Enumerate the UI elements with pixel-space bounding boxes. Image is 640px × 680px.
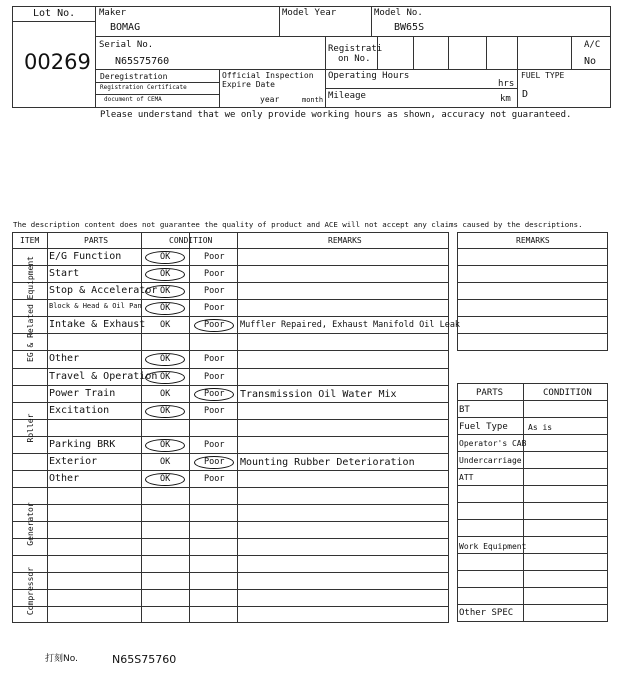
grid-line xyxy=(607,232,608,351)
row-ok-option: OK xyxy=(160,252,171,262)
maker-value: BOMAG xyxy=(110,22,141,33)
fuel-type-value: D xyxy=(522,89,529,100)
hrs-label: hrs xyxy=(498,79,515,89)
selected-condition-circle xyxy=(145,371,185,384)
grid-line xyxy=(457,232,608,233)
grid-line xyxy=(12,572,448,573)
serial-value: N65S75760 xyxy=(115,56,170,67)
grid-line xyxy=(457,451,608,452)
row-ok-option: OK xyxy=(160,457,171,467)
grid-line xyxy=(457,383,608,384)
registration-label: Registrati xyxy=(328,44,383,54)
grid-line xyxy=(47,232,48,623)
grid-line xyxy=(457,248,608,249)
right-parts-header: PARTS xyxy=(476,388,504,398)
ac-label: A/C xyxy=(584,40,601,50)
grid-line xyxy=(12,385,448,386)
row-part-label: Other xyxy=(49,473,80,484)
row-remark: Muffler Repaired, Exhaust Manifold Oil Leak xyxy=(240,320,461,330)
row-part-label: E/G Function xyxy=(49,251,122,262)
row-ok-option: OK xyxy=(160,269,171,279)
model-no-label: Model No. xyxy=(374,8,423,18)
grid-line xyxy=(12,606,448,607)
remarks-right-header: REMARKS xyxy=(516,236,550,245)
row-ok-option: OK xyxy=(160,303,171,313)
grid-line xyxy=(457,604,608,605)
row-poor-option: Poor xyxy=(204,440,225,450)
row-poor-option: Poor xyxy=(204,389,225,399)
disclaimer: The description content does not guarantee the quality of product and ACE will not accept any claims caused by the descriptions. xyxy=(13,220,583,229)
inspection-label-2: Expire Date xyxy=(222,80,275,89)
grid-line xyxy=(12,538,448,539)
grid-line xyxy=(12,316,448,317)
grid-line xyxy=(12,333,448,334)
selected-condition-circle xyxy=(145,353,185,366)
grid-line xyxy=(457,570,608,571)
serial-label: Serial No. xyxy=(99,40,154,50)
section-eg: EG & Related Equipment xyxy=(26,256,35,362)
remarks-header: REMARKS xyxy=(328,236,362,245)
fuel-type-label: FUEL TYPE xyxy=(521,71,565,80)
row-poor-option: Poor xyxy=(204,354,225,364)
row-poor-option: Poor xyxy=(204,303,225,313)
grid-line xyxy=(12,299,448,300)
selected-condition-circle xyxy=(145,268,185,281)
row-part-label: Exterior xyxy=(49,456,98,467)
registration-label-2: on No. xyxy=(338,54,371,64)
maker-label: Maker xyxy=(99,8,127,18)
row-poor-option: Poor xyxy=(204,457,225,467)
selected-condition-circle xyxy=(145,473,185,486)
grid-line xyxy=(457,468,608,469)
row-part-label: Travel & Operation xyxy=(49,371,158,382)
right-condition-header: CONDITION xyxy=(543,388,592,398)
section-compressor: Compressor xyxy=(26,566,35,616)
selected-condition-circle xyxy=(145,405,185,418)
selected-condition-circle xyxy=(194,456,234,469)
mileage-label: Mileage xyxy=(328,91,366,101)
right-work-equipment: Work Equipment xyxy=(459,542,527,551)
section-roller: Roller xyxy=(26,413,35,443)
row-ok-option: OK xyxy=(160,440,171,450)
grid-line xyxy=(12,232,448,233)
grid-line xyxy=(12,470,448,471)
grid-line xyxy=(237,232,238,623)
grid-line xyxy=(189,232,190,623)
grid-line xyxy=(457,502,608,503)
grid-line xyxy=(457,485,608,486)
row-poor-option: Poor xyxy=(204,269,225,279)
grid-line xyxy=(457,333,608,334)
month-label: month xyxy=(302,96,324,104)
right-undercarriage: Undercarriage xyxy=(459,456,522,465)
right-other-spec: Other SPEC xyxy=(459,608,514,618)
grid-line xyxy=(12,436,448,437)
row-poor-option: Poor xyxy=(204,406,225,416)
row-ok-option: OK xyxy=(160,320,171,330)
deregistration-label: Deregistration xyxy=(100,72,168,81)
row-part-label: Stop & Accelerator xyxy=(49,285,158,296)
grid-line xyxy=(12,282,448,283)
row-part-label: Start xyxy=(49,268,80,279)
grid-line xyxy=(523,383,524,622)
grid-line xyxy=(457,282,608,283)
selected-condition-circle xyxy=(145,251,185,264)
row-part-label: Power Train xyxy=(49,388,116,399)
parts-header: PARTS xyxy=(84,236,109,245)
row-part-label: Intake & Exhaust xyxy=(49,319,146,330)
grid-line xyxy=(457,434,608,435)
section-generator: Generator xyxy=(26,502,35,546)
lot-number: 00269 xyxy=(24,50,91,74)
right-fuel-type: Fuel Type xyxy=(459,422,508,432)
row-ok-option: OK xyxy=(160,474,171,484)
row-poor-option: Poor xyxy=(204,372,225,382)
grid-line xyxy=(12,521,448,522)
condition-header: CONDITION xyxy=(169,236,213,245)
right-bt: BT xyxy=(459,405,470,415)
grid-line xyxy=(12,368,448,369)
row-ok-option: OK xyxy=(160,406,171,416)
grid-line xyxy=(12,589,448,590)
row-part-label: Other xyxy=(49,353,80,364)
right-att: ATT xyxy=(459,473,474,482)
grid-line xyxy=(12,622,448,623)
row-ok-option: OK xyxy=(160,389,171,399)
grid-line xyxy=(12,402,448,403)
grid-line xyxy=(457,400,608,401)
lot-label: Lot No. xyxy=(33,8,76,19)
row-part-label: Block & Head & Oil Pan xyxy=(49,302,142,310)
row-ok-option: OK xyxy=(160,372,171,382)
selected-condition-circle xyxy=(194,388,234,401)
hours-notice: Please understand that we only provide working hours as shown, accuracy not guaranteed. xyxy=(100,110,572,120)
row-poor-option: Poor xyxy=(204,474,225,484)
grid-line xyxy=(12,265,448,266)
right-fuel-type-value: As is xyxy=(528,423,553,432)
selected-condition-circle xyxy=(194,319,234,332)
stamp-label: 打刻No. xyxy=(45,654,78,664)
grid-line xyxy=(12,232,13,623)
grid-line xyxy=(457,299,608,300)
grid-line xyxy=(457,265,608,266)
grid-line xyxy=(12,487,448,488)
grid-line xyxy=(12,419,448,420)
grid-line xyxy=(457,383,458,622)
grid-line xyxy=(607,383,608,622)
ac-value: No xyxy=(584,56,597,67)
inspection-label: Official Inspection xyxy=(222,71,314,80)
row-ok-option: OK xyxy=(160,354,171,364)
selected-condition-circle xyxy=(145,285,185,298)
grid-line xyxy=(12,555,448,556)
grid-line xyxy=(457,417,608,418)
row-part-label: Excitation xyxy=(49,405,110,416)
model-year-label: Model Year xyxy=(282,8,337,18)
row-poor-option: Poor xyxy=(204,320,225,330)
grid-line xyxy=(12,453,448,454)
grid-line xyxy=(12,350,448,351)
selected-condition-circle xyxy=(145,302,185,315)
row-poor-option: Poor xyxy=(204,252,225,262)
grid-line xyxy=(12,248,448,249)
selected-condition-circle xyxy=(145,439,185,452)
stamp-value: N65S75760 xyxy=(112,653,177,666)
operating-hours-label: Operating Hours xyxy=(328,71,410,81)
right-operators-cab: Operator's CAB xyxy=(459,439,527,448)
grid-line xyxy=(12,504,448,505)
grid-line xyxy=(457,519,608,520)
grid-line xyxy=(457,232,458,351)
row-part-label: Parking BRK xyxy=(49,439,116,450)
grid-line xyxy=(457,587,608,588)
grid-line xyxy=(457,316,608,317)
row-remark: Mounting Rubber Deterioration xyxy=(240,457,415,468)
year-label: year xyxy=(260,95,280,104)
grid-line xyxy=(457,553,608,554)
row-poor-option: Poor xyxy=(204,286,225,296)
registration-certificate-label: Registration Certificate xyxy=(100,84,187,91)
grid-line xyxy=(448,232,449,623)
grid-line xyxy=(457,536,608,537)
item-header: ITEM xyxy=(20,236,40,245)
cema-document-label: document of CEMA xyxy=(104,96,162,103)
row-ok-option: OK xyxy=(160,286,171,296)
km-label: km xyxy=(500,94,511,104)
model-no-value: BW65S xyxy=(394,22,425,33)
grid-line xyxy=(457,621,608,622)
row-remark: Transmission Oil Water Mix xyxy=(240,389,397,400)
grid-line xyxy=(457,350,608,351)
